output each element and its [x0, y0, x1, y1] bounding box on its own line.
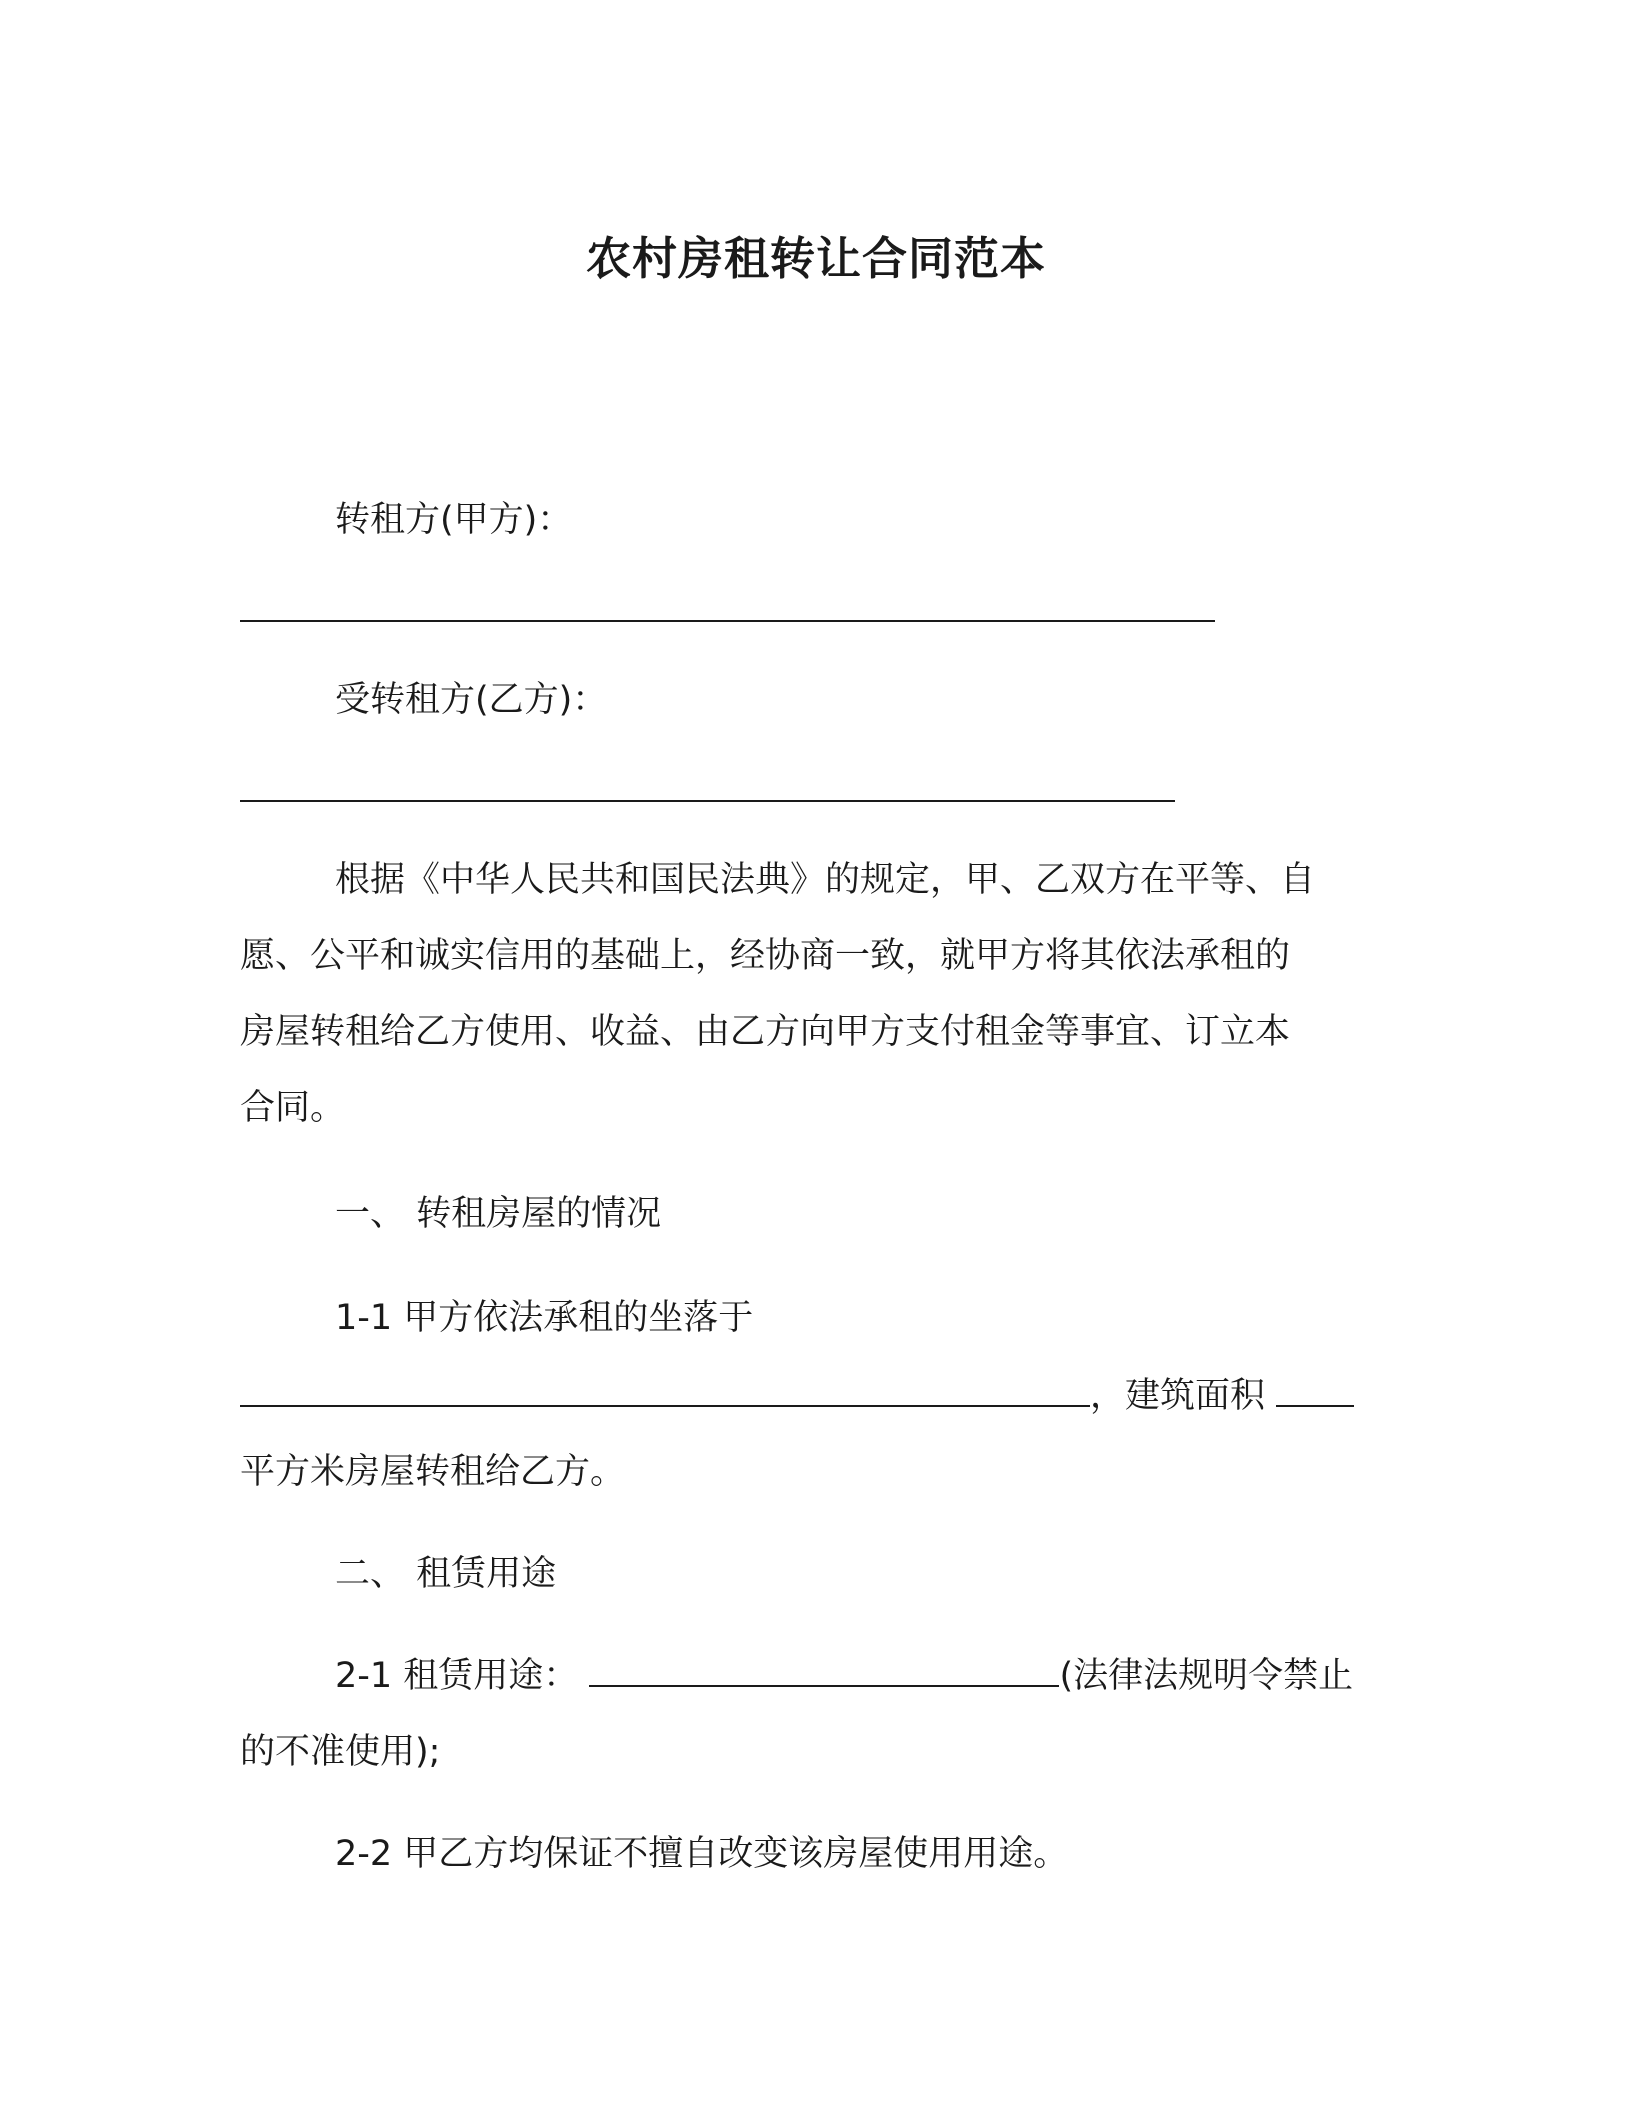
party-a-label: 转租方(甲方)： — [335, 500, 573, 540]
location-blank — [240, 1375, 1090, 1407]
preamble-line-2: 愿、公平和诚实信用的基础上，经协商一致，就甲方将其依法承租的 — [240, 936, 1291, 976]
clause-1-1-area-label: ，建筑面积 — [1090, 1376, 1266, 1416]
clause-2-2: 2-2 甲乙方均保证不擅自改变该房屋使用用途。 — [335, 1834, 1069, 1874]
area-blank — [1276, 1375, 1354, 1407]
clause-1-1-start: 1-1 甲方依法承租的坐落于 — [335, 1298, 754, 1338]
clause-2-1-note: (法律法规明令禁止 — [1059, 1656, 1354, 1696]
party-b-label: 受转租方(乙方)： — [335, 680, 608, 720]
section-1-heading: 一、 转租房屋的情况 — [335, 1194, 662, 1234]
section-2-heading: 二、 租赁用途 — [335, 1554, 557, 1594]
preamble-line-4: 合同。 — [240, 1088, 346, 1128]
preamble-line-3: 房屋转租给乙方使用、收益、由乙方向甲方支付租金等事宜、订立本 — [240, 1012, 1291, 1052]
usage-blank — [589, 1655, 1059, 1687]
document-title: 农村房租转让合同范本 — [585, 232, 1046, 285]
clause-1-1-end: 平方米房屋转租给乙方。 — [240, 1452, 626, 1492]
party-a-blank — [240, 620, 1215, 622]
clause-2-1-line — [335, 1652, 1353, 1700]
party-b-blank — [240, 800, 1175, 802]
preamble-line-1: 根据《中华人民共和国民法典》的规定，甲、乙双方在平等、自 — [335, 860, 1316, 900]
clause-2-1-label: 2-1 租赁用途： — [335, 1656, 579, 1696]
clause-1-1-location-line — [240, 1372, 1354, 1420]
clause-2-1-end: 的不准使用); — [240, 1732, 441, 1772]
